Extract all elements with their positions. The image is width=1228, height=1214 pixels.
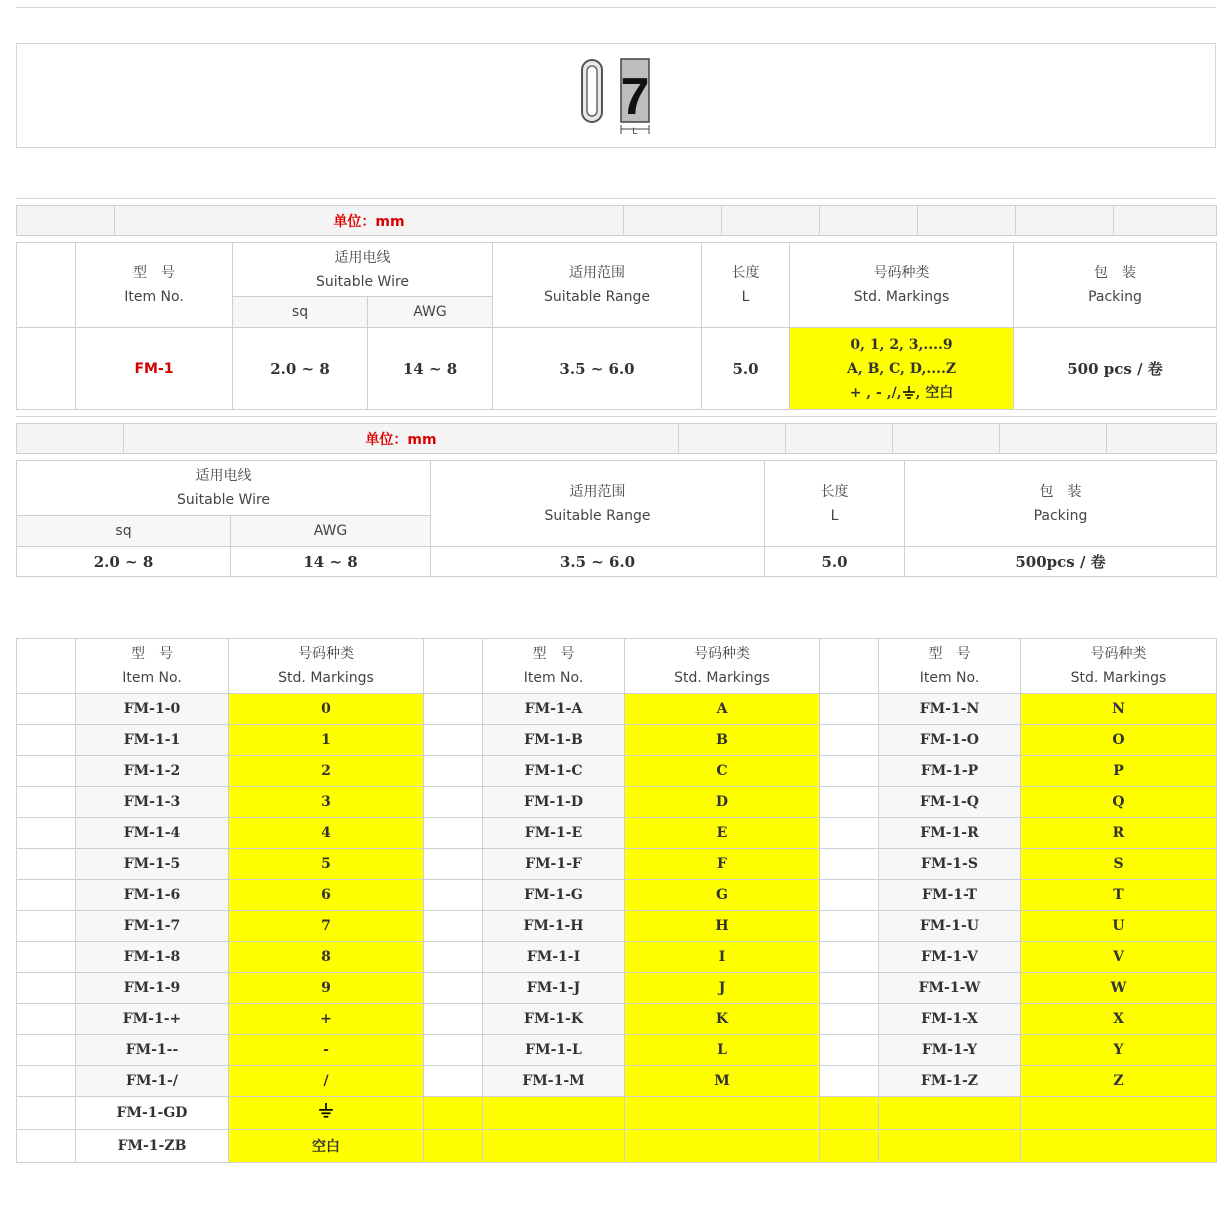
item-number-cell: FM-1-7 <box>76 911 229 942</box>
item-number-cell: FM-1-I <box>483 942 625 973</box>
item-number-cell: FM-1-- <box>76 1035 229 1066</box>
unit-label-2: 单位：mm <box>365 431 437 448</box>
row-spacer-cell <box>424 911 483 942</box>
length-value: 5.0 <box>702 328 790 410</box>
section-divider <box>16 198 1216 199</box>
row-spacer-cell <box>424 973 483 1004</box>
marking-cell: K <box>625 1004 820 1035</box>
marking-cell: 7 <box>229 911 424 942</box>
item-number-cell: FM-1-V <box>879 942 1021 973</box>
t2-sq-value: 2.0 ~ 8 <box>17 547 231 577</box>
table-row <box>17 849 1217 880</box>
marking-cell: T <box>1021 880 1217 911</box>
row-spacer-cell <box>17 1097 76 1130</box>
table-row <box>17 942 1217 973</box>
item-number-cell: FM-1-O <box>879 725 1021 756</box>
table-row <box>17 1066 1217 1097</box>
t2-hdr-pack-zh: 包 装 <box>1039 483 1082 500</box>
empty-cell <box>625 1130 820 1163</box>
row-spacer-cell <box>17 849 76 880</box>
marking-cell: O <box>1021 725 1217 756</box>
t2-hdr-wire-en: Suitable Wire <box>176 492 271 508</box>
item-number-cell: FM-1-B <box>483 725 625 756</box>
markings-cell <box>790 328 1014 410</box>
marking-cell: Z <box>1021 1066 1217 1097</box>
table-row <box>17 1130 1217 1163</box>
item-fm1: FM-1 <box>76 328 233 410</box>
row-spacer-cell <box>424 756 483 787</box>
marking-cell: + <box>229 1004 424 1035</box>
item-number-cell: FM-1-Z <box>879 1066 1021 1097</box>
empty-cell <box>879 1097 1021 1130</box>
empty-cell <box>1021 1130 1217 1163</box>
row-spacer-cell <box>820 942 879 973</box>
item-number-cell: FM-1-E <box>483 818 625 849</box>
marking-cell: B <box>625 725 820 756</box>
marking-cell: 3 <box>229 787 424 818</box>
empty-cell <box>424 1097 483 1130</box>
list-hdr-item-en: Item No. <box>122 670 182 686</box>
row-spacer-cell <box>17 756 76 787</box>
t2-length-value: 5.0 <box>765 547 905 577</box>
t2-hdr-wire-zh: 适用电线 <box>195 468 252 484</box>
marking-cell: 4 <box>229 818 424 849</box>
row-spacer-cell <box>17 725 76 756</box>
list-hdr-item-en: Item No. <box>523 670 584 686</box>
spec-table-2 <box>16 460 1217 577</box>
row-spacer-cell <box>424 725 483 756</box>
row-spacer-cell <box>424 818 483 849</box>
marking-cell: 0 <box>229 694 424 725</box>
item-number-cell: FM-1-S <box>879 849 1021 880</box>
row-spacer-cell <box>820 756 879 787</box>
item-number-cell: FM-1-R <box>879 818 1021 849</box>
row-spacer-cell <box>17 1130 76 1163</box>
list-hdr-mark-zh: 号码种类 <box>694 646 750 662</box>
marking-cell: H <box>625 911 820 942</box>
marker-illustration <box>577 54 677 136</box>
list-hdr-mark-en: Std. Markings <box>674 670 770 686</box>
awg-value: 14 ~ 8 <box>368 328 493 410</box>
row-spacer-cell <box>820 818 879 849</box>
marking-cell: J <box>625 973 820 1004</box>
marking-cell: 空白 <box>229 1130 424 1163</box>
ground-icon <box>902 386 916 400</box>
hdr-len-zh: 长度 <box>731 265 760 281</box>
table-row <box>17 911 1217 942</box>
table-row <box>17 694 1217 725</box>
row-spacer-cell <box>17 973 76 1004</box>
marking-cell: E <box>625 818 820 849</box>
top-divider <box>16 7 1216 8</box>
marking-cell: Q <box>1021 787 1217 818</box>
row-spacer-cell <box>17 818 76 849</box>
marking-cell: M <box>625 1066 820 1097</box>
marking-cell: 8 <box>229 942 424 973</box>
markings-line-1: 0, 1, 2, 3,....9 <box>850 336 953 353</box>
row-spacer-cell <box>17 911 76 942</box>
markings-line-2: A, B, C, D,....Z <box>846 360 957 377</box>
hdr-len-en: L <box>741 289 750 305</box>
list-hdr-item-zh: 型 号 <box>928 646 971 662</box>
row-spacer-cell <box>424 1035 483 1066</box>
item-number-cell: FM-1-H <box>483 911 625 942</box>
marking-cell: 1 <box>229 725 424 756</box>
marking-cell <box>229 1097 424 1130</box>
empty-cell <box>424 1130 483 1163</box>
marking-cell: R <box>1021 818 1217 849</box>
empty-cell <box>483 1097 625 1130</box>
item-number-cell: FM-1-8 <box>76 942 229 973</box>
sq-value: 2.0 ~ 8 <box>233 328 368 410</box>
empty-cell <box>1021 1097 1217 1130</box>
item-number-cell: FM-1-F <box>483 849 625 880</box>
list-hdr-mark-en: Std. Markings <box>1070 670 1167 686</box>
empty-cell <box>483 1130 625 1163</box>
marking-cell: 2 <box>229 756 424 787</box>
table-row <box>17 880 1217 911</box>
t2-hdr-len-en: L <box>830 507 839 524</box>
dim-label: L <box>632 126 638 136</box>
row-spacer-cell <box>820 1066 879 1097</box>
hdr-item-zh: 型 号 <box>133 265 175 281</box>
marking-cell: I <box>625 942 820 973</box>
item-number-cell: FM-1-0 <box>76 694 229 725</box>
marker-digit: 7 <box>620 68 650 126</box>
row-spacer-cell <box>17 1035 76 1066</box>
row-spacer-cell <box>424 942 483 973</box>
list-hdr-mark-zh: 号码种类 <box>1090 646 1147 662</box>
hdr-pack-zh: 包 装 <box>1094 265 1137 281</box>
row-spacer-cell <box>17 1004 76 1035</box>
table-row <box>17 818 1217 849</box>
markings-list <box>16 638 1217 1163</box>
row-spacer-cell <box>424 880 483 911</box>
t2-hdr-pack-en: Packing <box>1033 507 1088 524</box>
item-number-cell: FM-1-L <box>483 1035 625 1066</box>
table-row <box>17 725 1217 756</box>
empty-cell <box>879 1130 1021 1163</box>
marking-cell: D <box>625 787 820 818</box>
marking-cell: Y <box>1021 1035 1217 1066</box>
empty-cell <box>820 1130 879 1163</box>
row-spacer-cell <box>424 694 483 725</box>
t2-hdr-awg: AWG <box>231 516 431 547</box>
item-number-cell: FM-1-P <box>879 756 1021 787</box>
hdr-wire-zh: 适用电线 <box>334 249 391 266</box>
item-number-cell: FM-1-4 <box>76 818 229 849</box>
product-figure <box>16 43 1216 148</box>
item-number-cell: FM-1-ZB <box>76 1130 229 1163</box>
item-number-cell: FM-1-N <box>879 694 1021 725</box>
marking-cell: X <box>1021 1004 1217 1035</box>
marking-cell: F <box>625 849 820 880</box>
marking-cell: - <box>229 1035 424 1066</box>
item-number-cell: FM-1-GD <box>76 1097 229 1130</box>
table-row <box>17 1097 1217 1130</box>
marking-cell: P <box>1021 756 1217 787</box>
item-number-cell: FM-1-+ <box>76 1004 229 1035</box>
packing-value: 500 pcs / 卷 <box>1014 328 1217 410</box>
row-spacer-cell <box>820 787 879 818</box>
item-number-cell: FM-1-3 <box>76 787 229 818</box>
hdr-item-en: Item No. <box>124 289 184 305</box>
row-spacer-cell <box>17 880 76 911</box>
t2-hdr-range-en: Suitable Range <box>544 507 651 524</box>
ground-icon <box>318 1103 334 1119</box>
row-spacer-cell <box>820 880 879 911</box>
item-number-cell: FM-1-6 <box>76 880 229 911</box>
marking-cell: 5 <box>229 849 424 880</box>
spec-table <box>16 242 1217 410</box>
empty-cell <box>820 1097 879 1130</box>
marking-cell: 9 <box>229 973 424 1004</box>
list-hdr-item-en: Item No. <box>919 670 980 686</box>
markings-line-3a: + , - ,/, <box>849 384 902 401</box>
t2-range-value: 3.5 ~ 6.0 <box>431 547 765 577</box>
table-row <box>17 787 1217 818</box>
row-spacer-cell <box>424 849 483 880</box>
table-row <box>17 973 1217 1004</box>
item-number-cell: FM-1-M <box>483 1066 625 1097</box>
t2-hdr-len-zh: 长度 <box>820 483 849 500</box>
t2-hdr-range-zh: 适用范围 <box>569 483 626 500</box>
row-spacer-cell <box>820 1035 879 1066</box>
list-hdr-mark-zh: 号码种类 <box>298 646 354 662</box>
t2-packing-value: 500pcs / 卷 <box>905 547 1217 577</box>
row-spacer-cell <box>424 787 483 818</box>
t2-awg-value: 14 ~ 8 <box>231 547 431 577</box>
row-spacer-cell <box>820 911 879 942</box>
item-number-cell: FM-1-K <box>483 1004 625 1035</box>
marking-cell: S <box>1021 849 1217 880</box>
markings-line-3b: , 空白 <box>915 384 954 401</box>
marking-cell: L <box>625 1035 820 1066</box>
hdr-range-en: Suitable Range <box>544 289 650 305</box>
item-number-cell: FM-1-T <box>879 880 1021 911</box>
marking-cell: 6 <box>229 880 424 911</box>
item-number-cell: FM-1-G <box>483 880 625 911</box>
row-spacer-cell <box>17 1066 76 1097</box>
hdr-mark-en: Std. Markings <box>853 289 950 305</box>
item-number-cell: FM-1-Q <box>879 787 1021 818</box>
item-number-cell: FM-1-J <box>483 973 625 1004</box>
list-hdr-item-zh: 型 号 <box>532 646 575 662</box>
item-number-cell: FM-1-X <box>879 1004 1021 1035</box>
unit-label: 单位：mm <box>333 213 405 230</box>
range-value: 3.5 ~ 6.0 <box>493 328 702 410</box>
hdr-mark-zh: 号码种类 <box>873 265 930 281</box>
row-spacer-cell <box>424 1004 483 1035</box>
table-row <box>17 1004 1217 1035</box>
row-spacer-cell <box>424 1066 483 1097</box>
item-number-cell: FM-1-U <box>879 911 1021 942</box>
item-number-cell: FM-1-D <box>483 787 625 818</box>
item-number-cell: FM-1-/ <box>76 1066 229 1097</box>
hdr-awg: AWG <box>368 297 493 328</box>
t2-hdr-sq: sq <box>17 516 231 547</box>
row-spacer-cell <box>17 787 76 818</box>
item-number-cell: FM-1-1 <box>76 725 229 756</box>
item-number-cell: FM-1-C <box>483 756 625 787</box>
row-spacer-cell <box>820 973 879 1004</box>
hdr-range-zh: 适用范围 <box>569 265 626 281</box>
unit-row-2 <box>16 423 1217 454</box>
item-number-cell: FM-1-9 <box>76 973 229 1004</box>
marking-cell: W <box>1021 973 1217 1004</box>
item-number-cell: FM-1-Y <box>879 1035 1021 1066</box>
item-number-cell: FM-1-W <box>879 973 1021 1004</box>
item-number-cell: FM-1-2 <box>76 756 229 787</box>
list-hdr-mark-en: Std. Markings <box>278 670 374 686</box>
marking-cell: C <box>625 756 820 787</box>
section-divider-2 <box>16 416 1216 417</box>
marking-cell: / <box>229 1066 424 1097</box>
row-spacer-cell <box>820 694 879 725</box>
row-spacer-cell <box>820 1004 879 1035</box>
item-number-cell: FM-1-A <box>483 694 625 725</box>
table-row <box>17 1035 1217 1066</box>
hdr-sq: sq <box>233 297 368 328</box>
marking-cell: U <box>1021 911 1217 942</box>
list-hdr-item-zh: 型 号 <box>131 646 173 662</box>
marking-cell: G <box>625 880 820 911</box>
hdr-wire-en: Suitable Wire <box>315 273 410 290</box>
hdr-pack-en: Packing <box>1088 289 1142 305</box>
row-spacer-cell <box>820 725 879 756</box>
marking-cell: A <box>625 694 820 725</box>
row-spacer-cell <box>17 942 76 973</box>
table-row <box>17 756 1217 787</box>
marking-cell: V <box>1021 942 1217 973</box>
row-spacer-cell <box>820 849 879 880</box>
row-spacer-cell <box>17 694 76 725</box>
marking-cell: N <box>1021 694 1217 725</box>
unit-row-1 <box>16 205 1217 236</box>
item-number-cell: FM-1-5 <box>76 849 229 880</box>
empty-cell <box>625 1097 820 1130</box>
